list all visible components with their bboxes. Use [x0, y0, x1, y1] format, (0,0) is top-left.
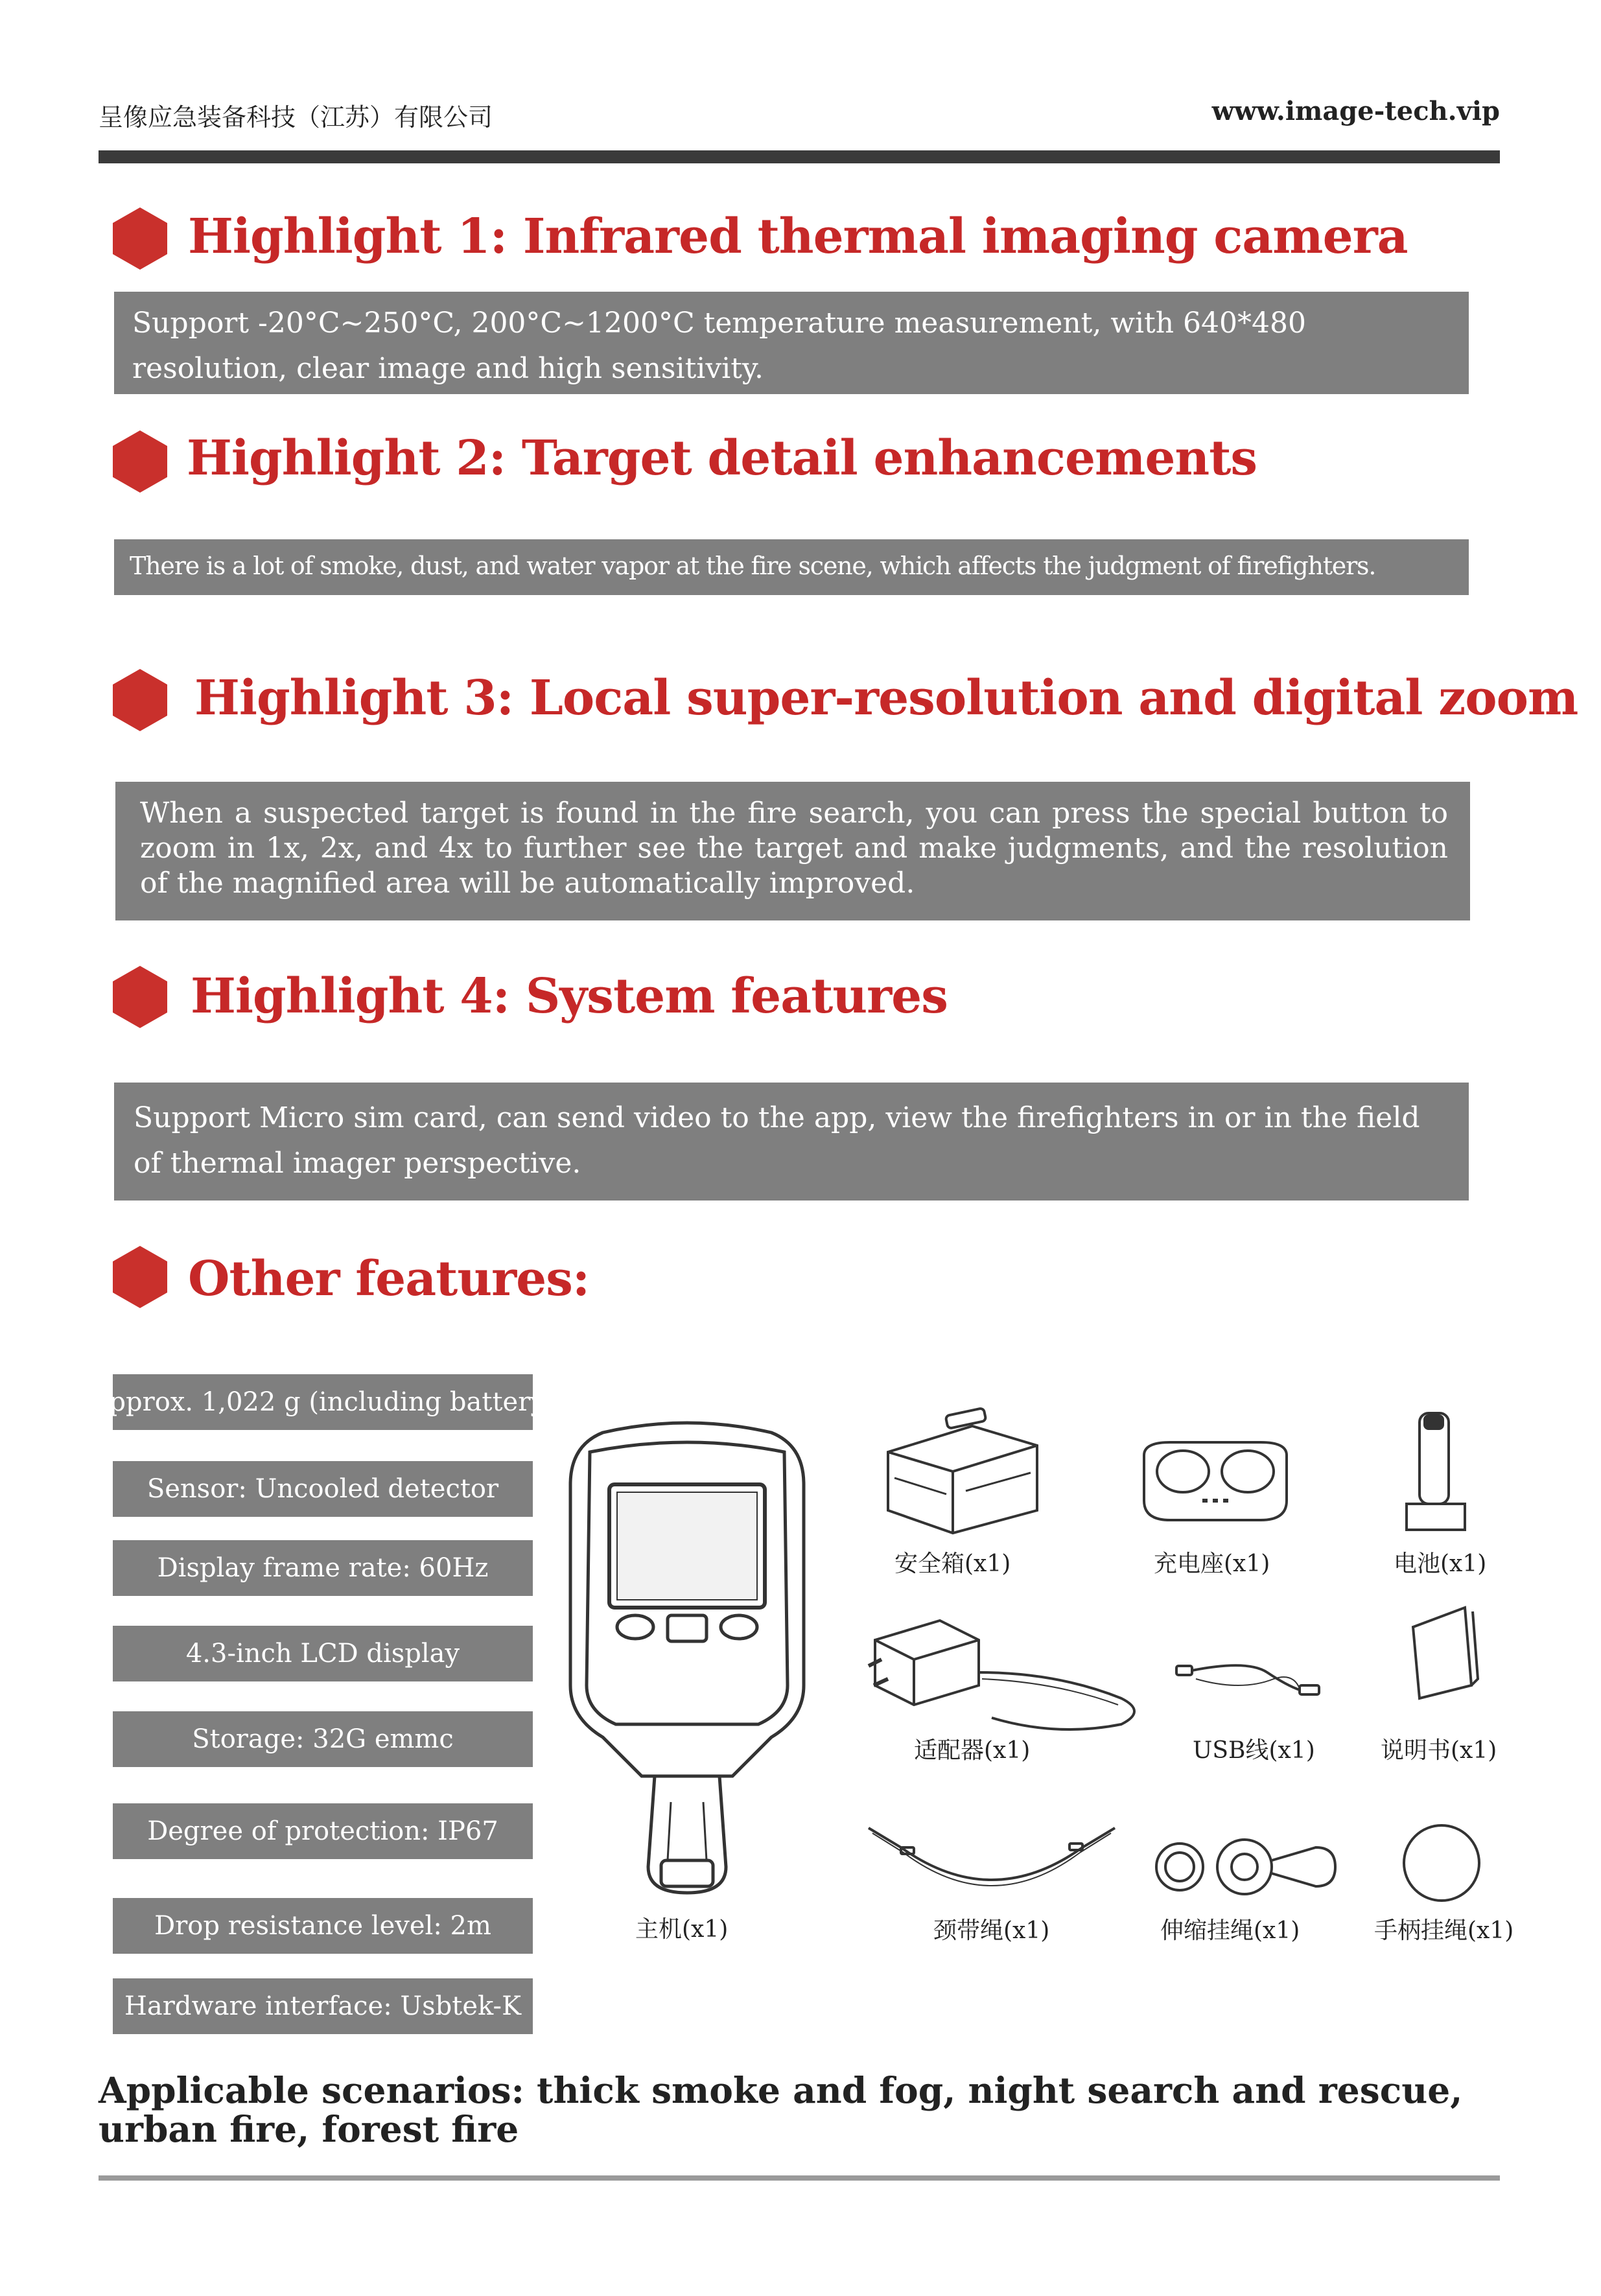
highlight-3-text: When a suspected target is found in the fire search, you can press the special button to zoom in 1x, 2x, and 4x to further see the target and make judgments, and the resolution of the magnified area will be automatically improved. — [140, 797, 1448, 900]
feature-storage: Storage: 32G emmc — [113, 1711, 533, 1767]
feature-sensor: Sensor: Uncooled detector — [113, 1461, 533, 1517]
caption-adapter: 适配器(x1) — [914, 1737, 1031, 1764]
thermal-camera-illustration — [564, 1413, 810, 1906]
charging-dock-illustration — [1138, 1436, 1293, 1527]
manual-illustration — [1400, 1601, 1491, 1705]
highlight-1-title: Highlight 1: Infrared thermal imaging camera — [188, 209, 1408, 264]
feature-interface: Hardware interface: Usbtek-K — [113, 1978, 533, 2034]
feature-weight: Approx. 1,022 g (including battery) — [113, 1374, 533, 1430]
hexagon-bullet-icon — [113, 966, 167, 1028]
highlight-2-title: Highlight 2: Target detail enhancements — [187, 430, 1257, 486]
caption-safety-box: 安全箱(x1) — [894, 1551, 1011, 1577]
feature-protection: Degree of protection: IP67 — [113, 1803, 533, 1859]
neck-strap-illustration — [862, 1815, 1121, 1906]
hexagon-bullet-icon — [113, 1246, 167, 1308]
highlight-1-description — [114, 292, 1469, 394]
caption-main-unit: 主机(x1) — [635, 1916, 729, 1943]
highlight-3-description — [115, 782, 1470, 920]
highlight-4-text: Support Micro sim card, can send video to the app, view the firefighters in or in the field of thermal imager perspective. — [134, 1101, 1420, 1180]
hexagon-bullet-icon — [113, 207, 167, 270]
header-divider — [99, 150, 1500, 163]
footer-divider — [99, 2175, 1500, 2181]
caption-charging-dock: 充电座(x1) — [1154, 1551, 1270, 1577]
highlight-4-description — [114, 1083, 1469, 1201]
highlight-4-title: Highlight 4: System features — [191, 968, 948, 1024]
highlight-1-text: Support -20°C~250°C, 200°C~1200°C temperature measurement, with 640*480 resolution, clear image and high sensitivity. — [132, 307, 1307, 385]
retractable-lanyard-illustration — [1147, 1828, 1342, 1906]
handle-strap-illustration — [1400, 1822, 1484, 1906]
applicable-scenarios: Applicable scenarios: thick smoke and fog, night search and rescue, urban fire, forest fire — [99, 2069, 1463, 2150]
usb-cable-illustration — [1170, 1653, 1326, 1711]
hexagon-bullet-icon — [113, 430, 167, 493]
caption-manual: 说明书(x1) — [1381, 1737, 1497, 1764]
company-name: 呈像应急装备科技（江苏）有限公司 — [99, 103, 493, 132]
caption-usb-cable: USB线(x1) — [1193, 1737, 1315, 1764]
caption-retractable-lanyard: 伸缩挂绳(x1) — [1160, 1917, 1300, 1944]
battery-illustration — [1394, 1407, 1478, 1536]
hexagon-bullet-icon — [113, 669, 167, 731]
caption-handle-strap: 手柄挂绳(x1) — [1374, 1917, 1514, 1944]
highlight-2-text: There is a lot of smoke, dust, and water vapor at the fire scene, which affects the judgment of firefighters. — [130, 552, 1376, 580]
caption-neck-strap: 颈带绳(x1) — [933, 1917, 1050, 1944]
adapter-illustration — [862, 1601, 1147, 1744]
feature-drop-resistance: Drop resistance level: 2m — [113, 1898, 533, 1954]
website-url[interactable]: www.image-tech.vip — [1211, 96, 1500, 126]
other-features-title: Other features: — [188, 1251, 590, 1307]
safety-box-illustration — [875, 1407, 1050, 1536]
caption-battery: 电池(x1) — [1394, 1551, 1487, 1577]
highlight-3-title: Highlight 3: Local super-resolution and digital zoom — [194, 670, 1578, 726]
feature-display: 4.3-inch LCD display — [113, 1626, 533, 1681]
highlight-2-description — [114, 539, 1469, 595]
feature-frame-rate: Display frame rate: 60Hz — [113, 1540, 533, 1596]
